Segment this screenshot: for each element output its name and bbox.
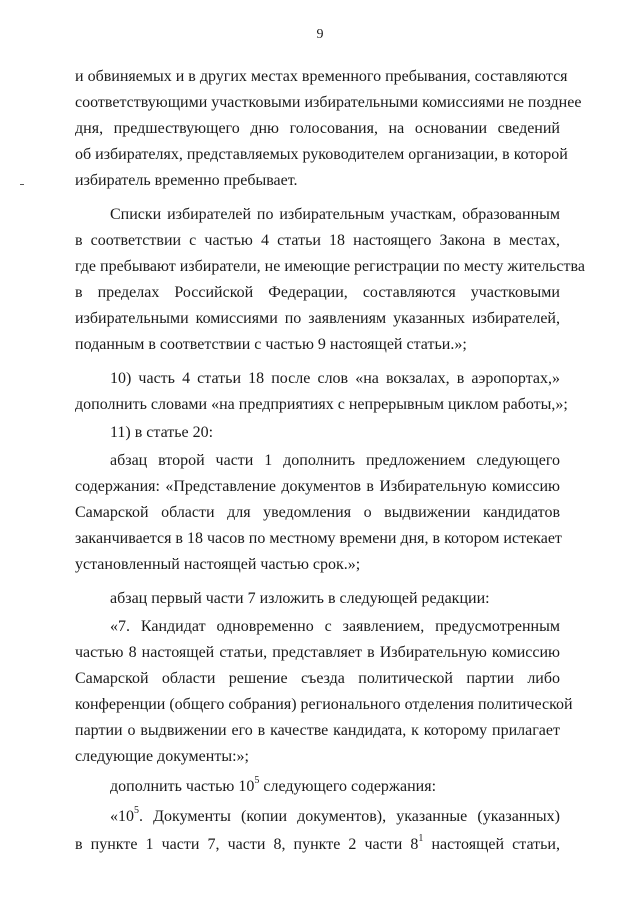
line-text: «10: [110, 808, 134, 825]
line-text: в пункте 1 части 7, части 8, пункте 2 части 8: [75, 836, 419, 853]
paragraph-line: «7. Кандидат одновременно с заявлением, предусмотренным: [110, 618, 560, 635]
paragraph-line: 11) в статье 20:: [110, 424, 214, 441]
paragraph-line: абзац первый части 7 изложить в следующей редакции:: [110, 590, 490, 607]
line-text: настоящей статьи,: [423, 836, 560, 853]
line-text: . Документы (копии документов), указанные (указанных): [139, 808, 560, 825]
paragraph-line: партии о выдвижении его в качестве кандидата, к которому прилагает: [75, 722, 560, 739]
paragraph-line: избиратель временно пребывает.: [75, 172, 298, 189]
paragraph-line: следующие документы:»;: [75, 748, 249, 765]
line-text: дополнить частью 10: [110, 778, 255, 795]
paragraph-line: [110, 806, 560, 828]
paragraph-line: установленный настоящей частью срок.»;: [75, 556, 361, 573]
paragraph-line: 10) часть 4 статьи 18 после слов «на вокзалах, в аэропортах,»: [110, 370, 560, 387]
paragraph-line: частью 8 настоящей статьи, представляет в Избирательную комиссию: [75, 644, 560, 661]
paragraph-line: соответствующими участковыми избирательными комиссиями не позднее: [75, 94, 582, 111]
paragraph-line: заканчивается в 18 часов по местному времени дня, в котором истекает: [75, 530, 562, 547]
paragraph-line: где пребывают избиратели, не имеющие регистрации по месту жительства: [75, 258, 585, 275]
paragraph-line: [75, 834, 560, 856]
paragraph-line: конференции (общего собрания) регионального отделения политической: [75, 696, 573, 713]
paragraph-line: абзац второй части 1 дополнить предложением следующего: [110, 452, 560, 469]
paragraph-line: и обвиняемых и в других местах временного пребывания, составляются: [75, 68, 568, 85]
paragraph-line: Самарской области для уведомления о выдвижении кандидатов: [75, 504, 560, 521]
page-number: 9: [316, 27, 324, 42]
line-text: следующего содержания:: [259, 778, 437, 795]
paragraph-line: [110, 776, 560, 798]
paragraph-line: Списки избирателей по избирательным участкам, образованным: [110, 206, 560, 223]
margin-mark: [20, 184, 24, 185]
paragraph-line: в пределах Российской Федерации, составляются участковыми: [75, 284, 560, 301]
superscript: 5: [254, 774, 260, 786]
paragraph-line: избирательными комиссиями по заявлениям указанных избирателей,: [75, 310, 560, 327]
paragraph-line: поданным в соответствии с частью 9 настоящей статьи.»;: [75, 336, 467, 353]
paragraph-line: об избирателях, представляемых руководителем организации, в которой: [75, 146, 568, 163]
paragraph-line: содержания: «Представление документов в Избирательную комиссию: [75, 478, 560, 495]
superscript: 5: [134, 804, 139, 816]
paragraph-line: в соответствии с частью 4 статьи 18 настоящего Закона в местах,: [75, 232, 560, 249]
paragraph-line: дня, предшествующего дню голосования, на основании сведений: [75, 120, 560, 137]
paragraph-line: Самарской области решение съезда политической партии либо: [75, 670, 560, 687]
paragraph-line: дополнить словами «на предприятиях с непрерывным циклом работы,»;: [75, 396, 568, 413]
superscript: 1: [418, 832, 424, 844]
